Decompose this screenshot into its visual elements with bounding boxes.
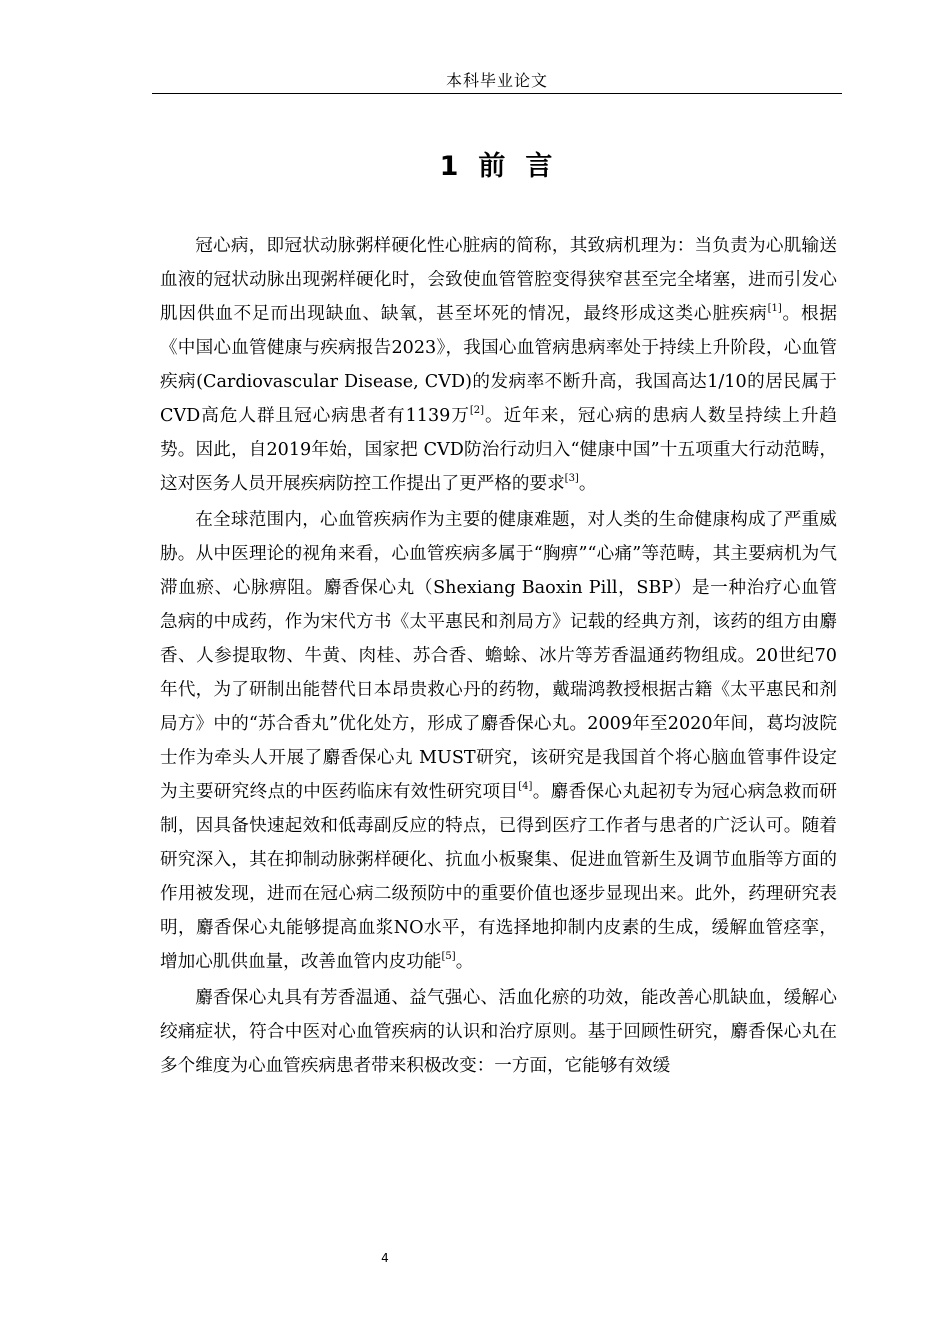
citation-ref: [3] (564, 473, 579, 485)
running-header: 本科毕业论文 (445, 71, 548, 90)
chapter-title (152, 147, 842, 187)
chapter-number: 1 (439, 151, 461, 182)
text-segment: 根据《中国心血管健康与疾病报告2023》，我国心血管病患病率处于持续上升阶段，心血管疾病(Cardiovascular Disease, CVD)的发病率不断升高，我国高达1/10的居民属于CVD高危人群且冠心病患者有1139万 (160, 304, 837, 426)
citation-ref: [1] (767, 303, 782, 315)
citation-ref: [4] (518, 781, 533, 793)
body-text (160, 229, 837, 1085)
text-segment: 冠心病，即冠状动脉粥样硬化性心脏病的简称，其致病机理为：当负责为心肌输送血液的冠状动脉出现粥样硬化时，会致使血管管腔变得狭窄甚至完全堵塞，进而引发心肌因供血不足而出现缺血、缺氧，甚至坏死的情况，最终形成这类心脏疾病 (160, 236, 837, 324)
paragraph-1 (160, 229, 837, 501)
text-segment: 在全球范围内，心血管疾病作为主要的健康难题，对人类的生命健康构成了严重威胁。从中医理论的视角来看，心血管疾病多属于“胸痹”“心痛”等范畴，其主要病机为气滞血瘀、心脉痹阻。麝香保心丸（Shexiang Baoxin Pill，SBP）是一种治疗心血管急病的中成药，作为宋代方书《太平惠民和剂局方》记载的经典方剂，该药的组方由麝香、人参提取物、牛黄、肉桂、苏合香、蟾蜍、冰片等芳香温通药物组成。20世纪70年代，为了研制出能替代日本昂贵救心丹的药物，戴瑞鸿教授根据古籍《太平惠民和剂局方》中的“苏合香丸”优化处方，形成了麝香保心丸。2009年至2020年间，葛均波院士作为牵头人开展了麝香保心丸 MUST研究，该研究是我国首个将心脑血管事件设定为主要研究终点的中医药临床有效性研究项目 (160, 510, 837, 802)
text-segment: 。近年来，冠心病的患病人数呈持续上升趋势。因此，自2019年始，国家把 CVD防治行动归入“健康中国”十五项重大行动范畴，这对医务人员开展疾病防控工作提出了更严格的要求 (160, 406, 837, 494)
text-segment: 。 (578, 474, 597, 494)
chapter-title-char-1: 前 (478, 151, 508, 182)
page-number: 4 (381, 1251, 389, 1265)
text-segment: 。麝香保心丸起初专为冠心病急救而研制，因具备快速起效和低毒副反应的特点，已得到医疗工作者与患者的广泛认可。随着研究深入，其在抑制动脉粥样硬化、抗血小板聚集、促进血管新生及调节血脂等方面的作用被发现，进而在冠心病二级预防中的重要价值也逐步显现出来。此外，药理研究表明，麝香保心丸能够提高血浆NO水平，有选择地抑制内皮素的生成，缓解血管痉挛，增加心肌供血量，改善血管内皮功能 (160, 782, 837, 972)
text-segment: 。 (781, 304, 801, 324)
paragraph-3 (160, 981, 837, 1083)
text-segment: 。 (455, 952, 474, 972)
citation-ref: [2] (469, 405, 485, 417)
header-divider (152, 93, 842, 94)
citation-ref: [5] (441, 951, 456, 963)
paragraph-2 (160, 503, 837, 979)
chapter-title-char-2: 言 (525, 151, 555, 182)
text-segment: 麝香保心丸具有芳香温通、益气强心、活血化瘀的功效，能改善心肌缺血，缓解心绞痛症状，符合中医对心血管疾病的认识和治疗原则。基于回顾性研究，麝香保心丸在多个维度为心血管疾病患者带来积极改变：一方面，它能够有效缓 (160, 988, 837, 1076)
